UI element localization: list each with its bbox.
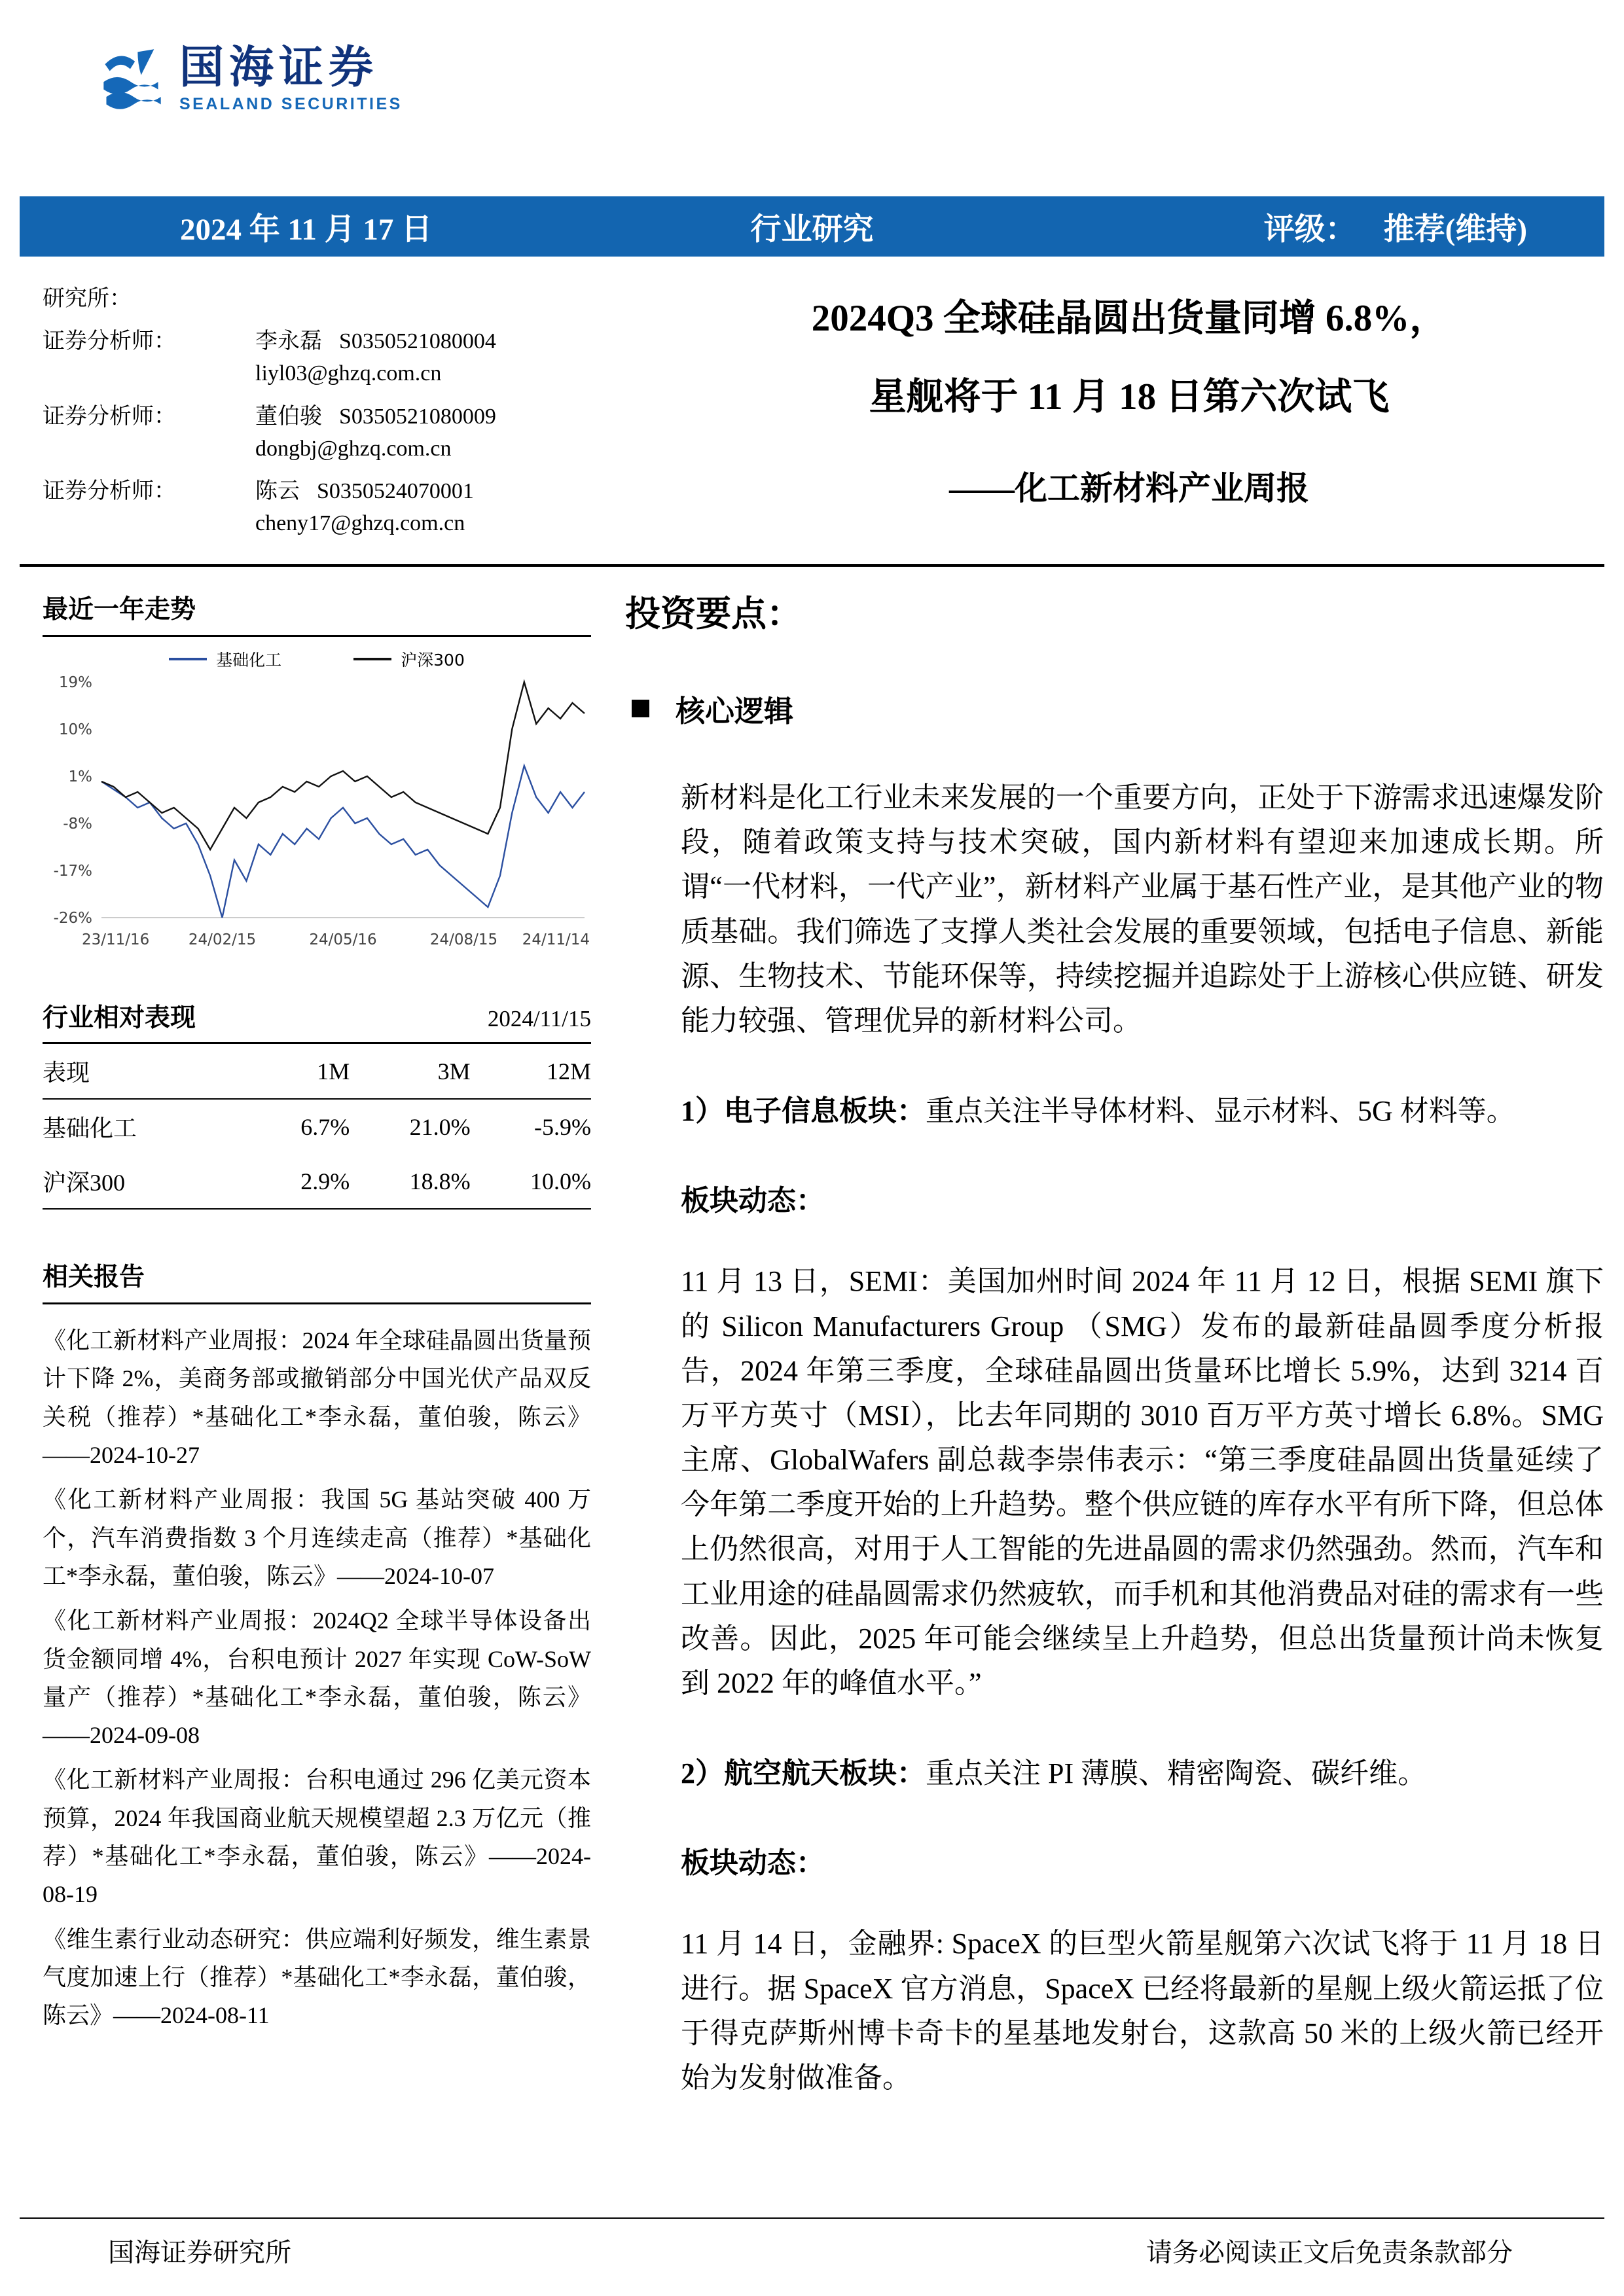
analyst-role: 证券分析师：: [43, 329, 176, 353]
trend-chart-title: 最近一年走势: [43, 589, 591, 637]
svg-text:10%: 10%: [58, 721, 92, 738]
svg-text:24/02/15: 24/02/15: [188, 931, 257, 948]
analyst-email: dongbj@ghzq.com.cn: [255, 436, 452, 461]
svg-text:1%: 1%: [68, 768, 92, 785]
svg-text:-17%: -17%: [53, 863, 92, 880]
sidebar: [43, 589, 591, 2041]
report-date: 2024 年 11 月 17 日: [180, 212, 433, 247]
cell-value: 18.8%: [409, 1168, 471, 1194]
report-category: 行业研究: [750, 212, 874, 247]
analyst-name: 陈云: [255, 479, 300, 504]
svg-text:24/11/14: 24/11/14: [522, 931, 590, 948]
svg-text:24/05/16: 24/05/16: [309, 931, 377, 948]
sector-point-2-text: 重点关注 PI 薄膜、精密陶瓷、碳纤维。: [926, 1757, 1427, 1790]
related-reports-title: 相关报告: [43, 1257, 591, 1304]
sector-point-1-text: 重点关注半导体材料、显示材料、5G 材料等。: [926, 1095, 1515, 1128]
cell-value: 6.7%: [300, 1113, 350, 1140]
brand-name-cn: 国海证券: [179, 43, 379, 92]
report-list-item: 《化工新材料产业周报：我国 5G 基站突破 400 万个，汽车消费指数 3 个月连续走高（推荐）*基础化工*李永磊，董伯骏，陈云》——2024-10-07: [43, 1486, 591, 1589]
rating-label: 评级：: [1263, 212, 1356, 247]
content-body: [681, 776, 1604, 2100]
analyst-role: 证券分析师：: [43, 404, 176, 429]
report-list-item: 《化工新材料产业周报：2024Q2 全球半导体设备出货金额同增 4%，台积电预计 2027 年实现 CoW-SoW 量产（推荐）*基础化工*李永磊，董伯骏，陈云》——2024-09-08: [43, 1607, 591, 1749]
col-header: 12M: [546, 1058, 591, 1085]
report-list-item: 《化工新材料产业周报：2024 年全球硅晶圆出货量预计下降 2%，美商务部或撤销部分中国光伏产品双反关税（推荐）*基础化工*李永磊，董伯骏，陈云》——2024-10-27: [43, 1327, 591, 1468]
analyst-row: [43, 325, 625, 390]
analyst-name-line: [255, 401, 625, 433]
investment-highlights-title: 投资要点：: [625, 594, 802, 634]
report-subtitle: ——化工新材料产业周报: [949, 470, 1309, 507]
svg-text:24/08/15: 24/08/15: [429, 931, 498, 948]
core-logic-title: 核心逻辑: [676, 695, 794, 728]
svg-text:23/11/16: 23/11/16: [82, 931, 150, 948]
core-logic-heading: [632, 687, 1604, 730]
col-header: 1M: [317, 1058, 350, 1085]
analyst-email: cheny17@ghzq.com.cn: [255, 511, 465, 536]
table-row: [43, 1099, 591, 1154]
legend-item: [353, 647, 465, 671]
analyst-name-line: [255, 475, 625, 507]
footer-institute: 国海证券研究所: [108, 2238, 291, 2267]
footer-divider: [20, 2217, 1604, 2219]
sector-point-2: [681, 1751, 1604, 1796]
chart-legend: [43, 647, 591, 671]
brand-name-en: SEALAND SECURITIES: [179, 95, 403, 114]
core-logic-paragraph: 新材料是化工行业未来发展的一个重要方向，正处于下游需求迅速爆发阶段，随着政策支持与技术突破，国内新材料有望迎来加速成长期。所谓“一代材料，一代产业”，新材料产业属于基石性产业，是其他产业的物质基础。我们筛选了支撑人类社会发展的重要领域，包括电子信息、新能源、生物技术、节能环保等，持续挖掘并追踪处于上游核心供应链、研发能力较强、管理优异的新材料公司。: [681, 781, 1604, 1037]
relative-performance-date: 2024/11/15: [487, 1006, 591, 1031]
legend-line-swatch: [169, 658, 207, 660]
trend-chart: [43, 647, 591, 957]
related-reports-block: [43, 1257, 591, 2035]
row-label: 基础化工: [43, 1115, 137, 1141]
analyst-sac: S0350521080004: [339, 329, 496, 353]
analyst-row: [43, 401, 625, 465]
cell-value: 2.9%: [300, 1168, 350, 1194]
relative-performance-header: [43, 997, 591, 1044]
report-title-line1: 2024Q3 全球硅晶圆出货量同增 6.8%，: [811, 298, 1447, 339]
rating-spacer: [1356, 205, 1384, 249]
cell-value: 10.0%: [530, 1168, 591, 1194]
legend-label: 沪深300: [401, 651, 465, 670]
report-title-line2: 星舰将于 11 月 18 日第六次试飞: [869, 376, 1390, 418]
performance-table: [43, 1044, 591, 1210]
relative-performance-title: 行业相对表现: [43, 1004, 196, 1032]
rating-block: [1264, 205, 1527, 249]
legend-line-swatch: [353, 658, 391, 660]
trend-chart-svg: [43, 672, 591, 954]
header-divider: [20, 564, 1604, 567]
sector-dynamics-label-1: 板块动态：: [681, 1185, 825, 1217]
legend-item: [169, 647, 281, 671]
rating-value: 推荐(维持): [1383, 212, 1527, 247]
svg-text:-26%: -26%: [53, 910, 92, 927]
report-header-bar: [20, 196, 1604, 257]
table-row: [43, 1154, 591, 1209]
svg-text:19%: 19%: [58, 674, 92, 691]
cell-value: 21.0%: [409, 1113, 471, 1140]
analyst-role: 证券分析师：: [43, 479, 176, 504]
row-label: 沪深300: [43, 1170, 126, 1196]
analyst-sac: S0350524070001: [317, 479, 474, 504]
analyst-name: 董伯骏: [255, 404, 322, 429]
sealand-logo-icon: [98, 45, 166, 113]
report-title-block: [655, 288, 1604, 509]
sector-point-2-label: 2）航空航天板块：: [681, 1757, 926, 1790]
performance-table-header-row: [43, 1044, 591, 1099]
sector-point-1-label: 1）电子信息板块：: [681, 1095, 926, 1128]
analysts-block: [43, 280, 625, 550]
col-header: 表现: [43, 1060, 90, 1086]
report-list-item: 《维生素行业动态研究：供应端利好频发，维生素景气度加速上行（推荐）*基础化工*李永磊，董伯骏，陈云》——2024-08-11: [43, 1926, 591, 2029]
analyst-name-line: [255, 325, 625, 357]
svg-text:-8%: -8%: [63, 816, 92, 833]
section-bullet-icon: [632, 700, 649, 717]
legend-label: 基础化工: [216, 651, 282, 670]
sector-dynamics-label-2: 板块动态：: [681, 1847, 825, 1880]
analyst-sac: S0350521080009: [339, 404, 496, 429]
analyst-name: 李永磊: [255, 329, 322, 353]
sector-dynamics-paragraph-1: 11 月 13 日，SEMI：美国加州时间 2024 年 11 月 12 日，根据 SEMI 旗下的 Silicon Manufacturers Group （SMG）发布的最新硅晶圆季度分析报告，2024 年第三季度，全球硅晶圆出货量环比增长 5.9%，达到 3214 百万平方英寸（MSI），比去年同期的 3010 百万平方英寸增长 6.8%。SMG 主席、GlobalWafers 副总裁李崇伟表示：“第三季度硅晶圆出货量延续了今年第二季度开始的上升趋势。整个供应链的库存水平有所下降，但总体上仍然很高，对用于人工智能的先进晶圆的需求仍然强劲。然而，汽车和工业用途的硅晶圆需求仍然疲软，而手机和其他消费品对硅的需求有一些改善。因此，2025 年可能会继续呈上升趋势，但总出货量预计尚未恢复到 2022 年的峰值水平。”: [681, 1265, 1604, 1699]
main-content: [625, 586, 1604, 2146]
analyst-row: [43, 475, 625, 540]
report-list-item: 《化工新材料产业周报：台积电通过 296 亿美元资本预算，2024 年我国商业航天规模望超 2.3 万亿元（推荐）*基础化工*李永磊，董伯骏，陈云》——2024-08-19: [43, 1767, 591, 1908]
brand-header: [98, 45, 403, 114]
footer-disclaimer: 请务必阅读正文后免责条款部分: [1146, 2238, 1513, 2267]
department-label: 研究所：: [43, 287, 132, 311]
col-header: 3M: [437, 1058, 471, 1085]
brand-text: [179, 45, 403, 114]
sector-point-1: [681, 1089, 1604, 1134]
cell-value: -5.9%: [534, 1113, 591, 1140]
sector-dynamics-paragraph-2: 11 月 14 日，金融界: SpaceX 的巨型火箭星舰第六次试飞将于 11 月 18 日进行。据 SpaceX 官方消息，SpaceX 已经将最新的星舰上级火箭运抵了位于得克萨斯州博卡奇卡的星基地发射台，这款高 50 米的上级火箭已经开始为发射做准备。: [681, 1928, 1604, 2094]
analyst-email: liyl03@ghzq.com.cn: [255, 361, 442, 386]
relative-performance-block: [43, 997, 591, 1210]
